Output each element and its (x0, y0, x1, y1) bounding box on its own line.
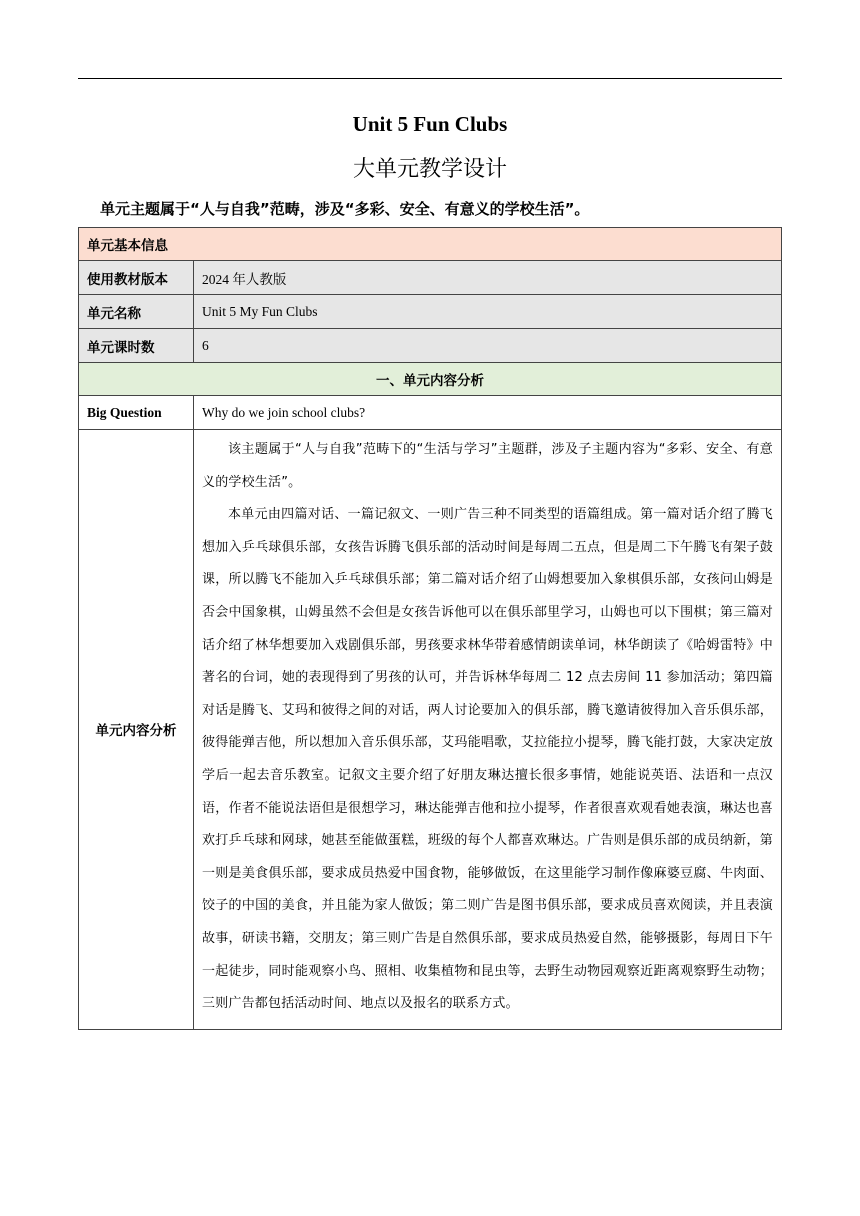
big-question-row (79, 396, 782, 430)
analysis-paragraph: 该主题属于“人与自我”范畴下的“生活与学习”主题群，涉及子主题内容为“多彩、安全、有意义的学校生活”。 (202, 442, 773, 490)
title-chinese: 大单元教学设计 (352, 157, 507, 182)
analysis-label: 单元内容分析 (79, 430, 194, 1030)
basic-info-header: 单元基本信息 (79, 228, 782, 261)
big-question-label: Big Question (79, 396, 194, 430)
header-rule (78, 78, 782, 79)
unit-theme-intro: 单元主题属于“人与自我”范畴，涉及“多彩、安全、有意义的学校生活”。 (100, 200, 590, 218)
analysis-paragraph: 本单元由四篇对话、一篇记叙文、一则广告三种不同类型的语篇组成。第一篇对话介绍了腾飞想加入乒乓球俱乐部，女孩告诉腾飞俱乐部的活动时间是每周二五点，但是周二下午腾飞有架子鼓课，所以腾飞不能加入乒乓球俱乐部；第二篇对话介绍了山姆想要加入象棋俱乐部，女孩问山姆是否会中国象棋，山姆虽然不会但是女孩告诉他可以在俱乐部里学习，山姆也可以下围棋；第三篇对话介绍了林华想要加入戏剧俱乐部，男孩要求林华带着感情朗读单词，林华朗读了《哈姆雷特》中著名的台词，她的表现得到了男孩的认可，并告诉林华每周二 12 点去房间 11 参加活动；第四篇对话是腾飞、艾玛和彼得之间的对话，两人讨论要加入的俱乐部，腾飞邀请彼得加入音乐俱乐部，彼得能弹吉他，所以想加入音乐俱乐部，艾玛能唱歌，艾拉能拉小提琴，腾飞能打鼓，大家决定放学后一起去音乐教室。记叙文主要介绍了好朋友琳达擅长很多事情，她能说英语、法语和一点汉语，作者不能说法语但是很想学习，琳达能弹吉他和拉小提琴，作者很喜欢观看她表演，琳达也喜欢打乒乓球和网球，她甚至能做蛋糕，班级的每个人都喜欢琳达。广告则是俱乐部的成员纳新，第一则是美食俱乐部，要求成员热爱中国食物，能够做饭，在这里能学习制作像麻婆豆腐、牛肉面、饺子的中国的美食，并且能为家人做饭；第二则广告是图书俱乐部，要求成员喜欢阅读，并且表演故事，研读书籍，交朋友；第三则广告是自然俱乐部，要求成员热爱自然，能够摄影，每周日下午一起徒步，同时能观察小鸟、照相、收集植物和昆虫等，去野生动物园观察近距离观察野生动物；三则广告都包括活动时间、地点以及报名的联系方式。 (202, 507, 773, 1012)
row-label: 使用教材版本 (79, 261, 194, 295)
row-label: 单元课时数 (79, 329, 194, 363)
analysis-row (79, 430, 782, 1030)
analysis-content (194, 430, 782, 1030)
row-label: 单元名称 (79, 295, 194, 329)
basic-info-header-row (79, 228, 782, 261)
title-english: Unit 5 Fun Clubs (352, 112, 508, 136)
row-value: 2024 年人教版 (194, 261, 782, 295)
row-value: 6 (194, 329, 782, 363)
big-question-value: Why do we join school clubs? (194, 396, 782, 430)
section-header-row (79, 363, 782, 396)
section-header: 一、单元内容分析 (79, 363, 782, 396)
table-row (79, 329, 782, 363)
table-row (79, 261, 782, 295)
unit-info-table (78, 227, 782, 1030)
table-row (79, 295, 782, 329)
row-value: Unit 5 My Fun Clubs (194, 295, 782, 329)
